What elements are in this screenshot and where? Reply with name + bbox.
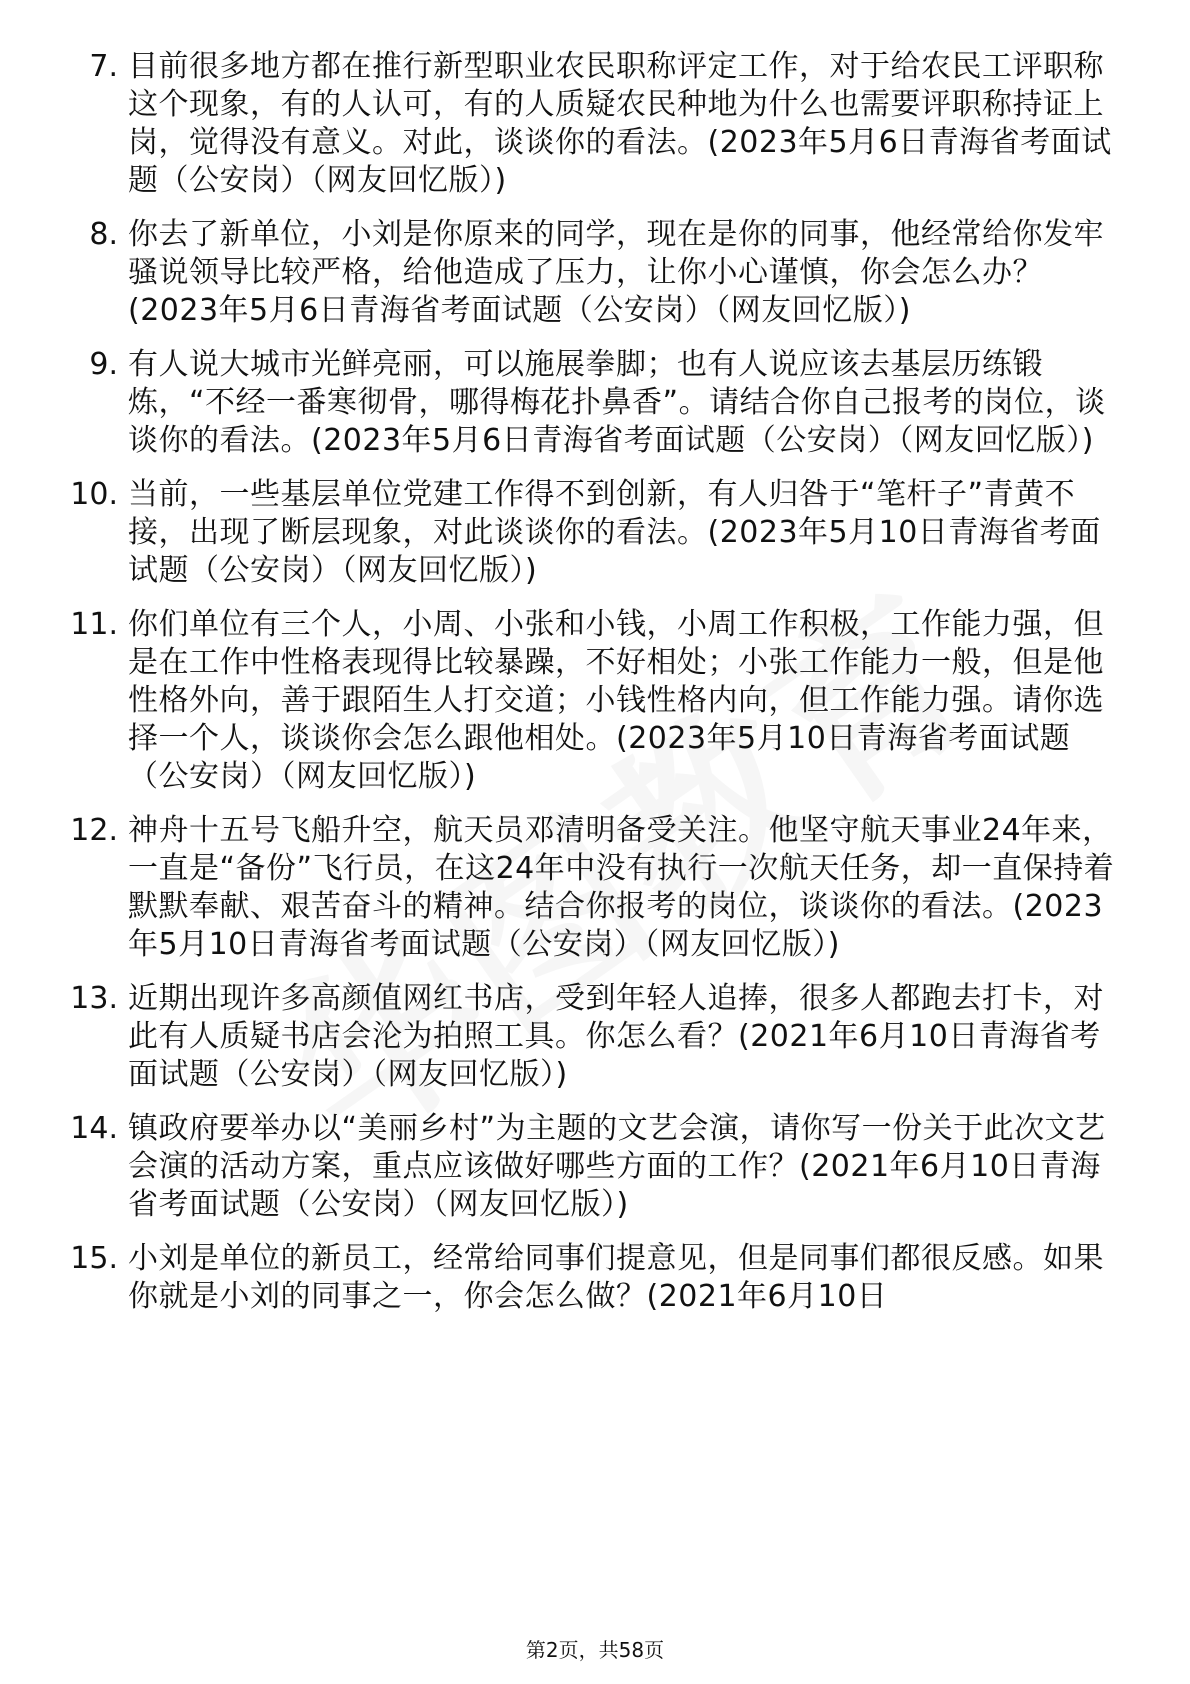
question-number: 9. [89, 347, 118, 382]
question-number: 14. [70, 1111, 118, 1146]
question-number: 10. [70, 477, 118, 512]
question-number: 7. [89, 49, 118, 84]
question-item [60, 812, 1120, 964]
question-text: 小刘是单位的新员工，经常给同事们提意见，但是同事们都很反感。如果你就是小刘的同事之一，你会怎么做？(2021年6月10日 [128, 1241, 1104, 1314]
question-item [60, 1240, 1120, 1316]
question-item [60, 606, 1120, 796]
question-text: 目前很多地方都在推行新型职业农民职称评定工作，对于给农民工评职称这个现象，有的人认可，有的人质疑农民种地为什么也需要评职称持证上岗，觉得没有意义。对此，谈谈你的看法。(2023年5月6日青海省考面试题（公安岗）（网友回忆版）) [128, 49, 1112, 198]
question-text: 有人说大城市光鲜亮丽，可以施展拳脚；也有人说应该去基层历练锻炼，“不经一番寒彻骨，哪得梅花扑鼻香”。请结合你自己报考的岗位，谈谈你的看法。(2023年5月6日青海省考面试题（公安岗）（网友回忆版）) [128, 347, 1106, 458]
question-item [60, 980, 1120, 1094]
question-text: 神舟十五号飞船升空，航天员邓清明备受关注。他坚守航天事业24年来，一直是“备份”飞行员，在这24年中没有执行一次航天任务，却一直保持着默默奉献、艰苦奋斗的精神。结合你报考的岗位，谈谈你的看法。(2023年5月10日青海省考面试题（公安岗）（网友回忆版）) [128, 813, 1115, 962]
question-number: 11. [70, 607, 118, 642]
question-item [60, 476, 1120, 590]
question-text: 你们单位有三个人，小周、小张和小钱，小周工作积极，工作能力强，但是在工作中性格表现得比较暴躁，不好相处；小张工作能力一般，但是他性格外向，善于跟陌生人打交道；小钱性格内向，但工作能力强。请你选择一个人，谈谈你会怎么跟他相处。(2023年5月10日青海省考面试题（公安岗）（网友回忆版）) [128, 607, 1104, 794]
question-list [60, 48, 1120, 1332]
question-text: 镇政府要举办以“美丽乡村”为主题的文艺会演，请你写一份关于此次文艺会演的活动方案，重点应该做好哪些方面的工作？(2021年6月10日青海省考面试题（公安岗）（网友回忆版）) [128, 1111, 1106, 1222]
question-item [60, 1110, 1120, 1224]
question-item [60, 346, 1120, 460]
question-number: 8. [89, 217, 118, 252]
question-number: 15. [70, 1241, 118, 1276]
question-number: 13. [70, 981, 118, 1016]
question-text: 你去了新单位，小刘是你原来的同学，现在是你的同事，他经常给你发牢骚说领导比较严格，给他造成了压力，让你小心谨慎，你会怎么办？(2023年5月6日青海省考面试题（公安岗）（网友回忆版）) [128, 217, 1104, 328]
page-footer: 第2页，共58页 [525, 1638, 665, 1662]
question-item [60, 216, 1120, 330]
question-text: 当前，一些基层单位党建工作得不到创新，有人归咎于“笔杆子”青黄不接，出现了断层现象，对此谈谈你的看法。(2023年5月10日青海省考面试题（公安岗）（网友回忆版）) [128, 477, 1101, 588]
question-number: 12. [70, 813, 118, 848]
question-item [60, 48, 1120, 200]
question-text: 近期出现许多高颜值网红书店，受到年轻人追捧，很多人都跑去打卡，对此有人质疑书店会沦为拍照工具。你怎么看？(2021年6月10日青海省考面试题（公安岗）（网友回忆版）) [128, 981, 1104, 1092]
